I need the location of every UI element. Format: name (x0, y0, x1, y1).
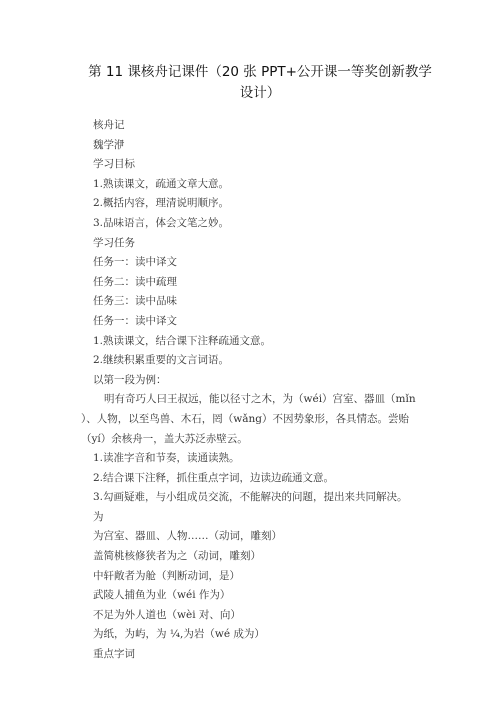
text-line: 任务一：读中译文 (93, 256, 177, 269)
text-line: 重点字词 (93, 648, 135, 661)
text-line: 任务三：读中品味 (93, 295, 177, 308)
text-line: 2.结合课下注释，抓住重点字词，边读边疏通文意。 (93, 471, 335, 484)
text-line: 3.勾画疑难，与小组成员交流，不能解决的问题，提出来共同解决。 (93, 491, 408, 504)
text-line: 为纸，为屿，为 ¼,为岩（wé 成为） (93, 628, 265, 641)
text-line: 任务一：读中译文 (93, 314, 177, 327)
document-body (75, 116, 435, 665)
text-line: 为宫室、器皿、人物……（动词，雕刻） (93, 530, 282, 543)
text-line: 明有奇巧人曰王叔远，能以径寸之木，为（wéi）宫室、器皿（mǐn (104, 393, 416, 406)
text-line: 武陵人捕鱼为业（wéi 作为） (93, 589, 231, 602)
document-title (80, 62, 440, 104)
document-title-line-1: 第 11 课核舟记课件（20 张 PPT+公开课一等奖创新教学 (88, 64, 432, 80)
text-line: 2.继续积累重要的文言词语。 (93, 354, 230, 367)
text-line: 1.读准字音和节奏，读通读熟。 (93, 452, 240, 465)
text-line: 1.熟读课文，结合课下注释疏通文意。 (93, 334, 272, 347)
text-line: 核舟记 (93, 119, 125, 131)
text-line: 学习目标 (93, 158, 135, 171)
text-line: 3.品味语言，体会文笔之妙。 (93, 216, 230, 229)
text-line: 不足为外人道也（wèi 对、向） (93, 608, 241, 621)
text-line: （yí）余核舟一，盖大苏泛赤壁云。 (81, 432, 248, 445)
text-line: 盖简桃核修狭者为之（动词，雕刻） (93, 550, 261, 563)
text-line: 学习任务 (93, 236, 135, 249)
document-title-line-2: 设计） (239, 85, 281, 101)
text-line: 2.概括内容，理清说明顺序。 (93, 197, 230, 210)
text-line: 中轩敞者为舱（判断动词，是） (93, 569, 240, 582)
text-line: 1.熟读课文，疏通文章大意。 (93, 177, 230, 190)
text-line: 为 (93, 510, 104, 523)
text-line: 任务二：读中疏理 (93, 275, 177, 288)
text-line: 魏学洢 (93, 138, 125, 151)
text-line: ）、人物，以至鸟兽、木石，罔（wǎng）不因势象形，各具情态。尝贻 (81, 412, 409, 425)
text-line: 以第一段为例： (93, 373, 167, 386)
